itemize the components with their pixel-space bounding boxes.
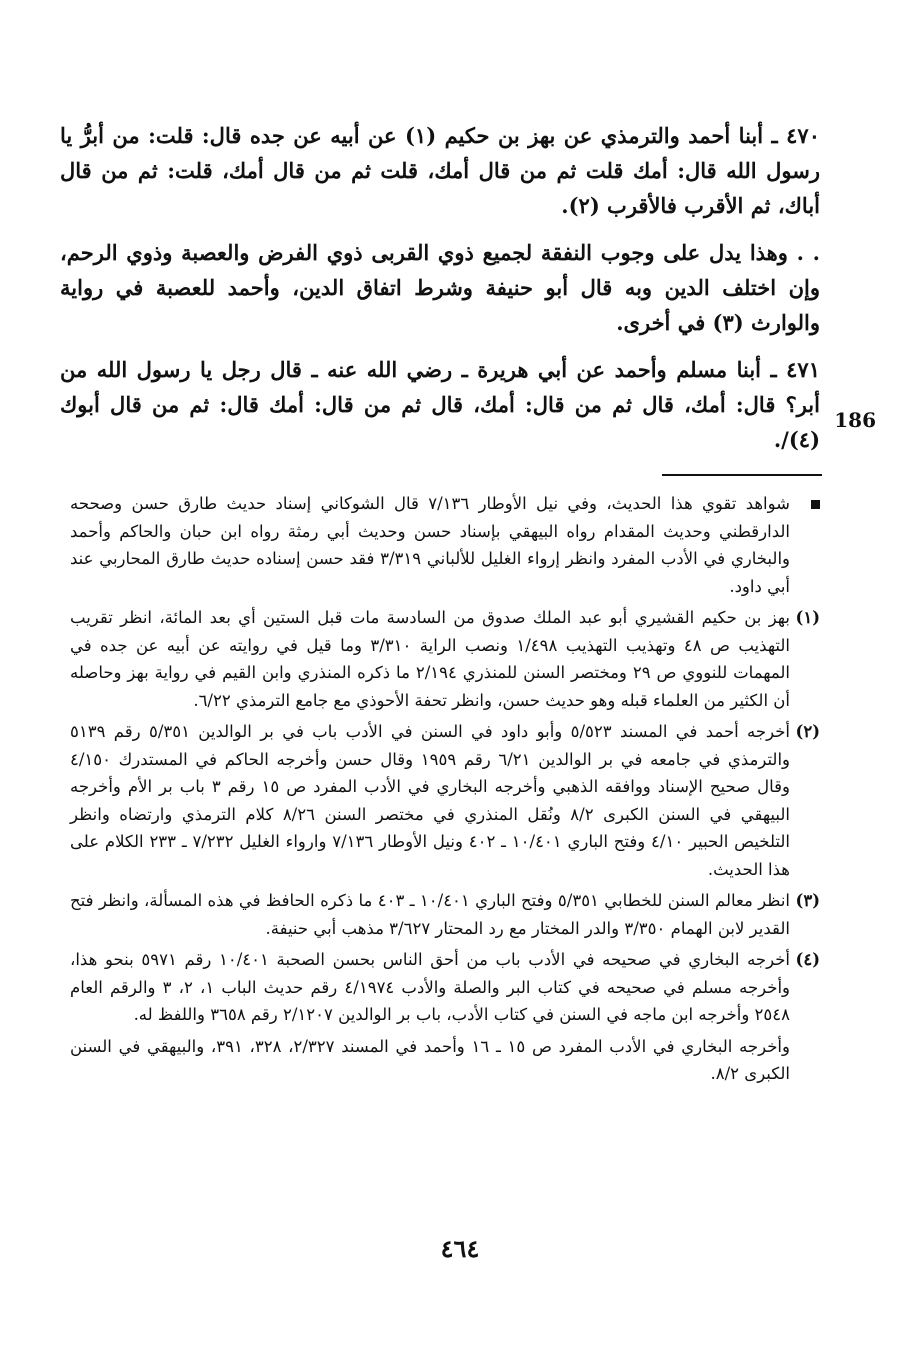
page-number: ٤٦٤ [440,1234,480,1263]
footnote-marker: (١) [795,608,820,627]
footnote-4 [70,946,820,1029]
hadith-470: ٤٧٠ ـ أبنا أحمد والترمذي عن بهز بن حكيم (١) عن أبيه عن جده قال: قلت: من أبرُّ يا رسول الله قال: أمك قلت ثم من قال أمك، قلت ثم من قال أمك، قلت: ثم من قال أباك، ثم الأقرب فالأقرب (٢). [60,123,820,218]
main-text [60,118,820,469]
commentary-paragraph: . . وهذا يدل على وجوب النفقة لجميع ذوي القربى ذوي الفرض والعصبة وذوي الرحم، وإن اختلف الدين وبه قال أبو حنيفة وشرط اتفاق الدين، وأحمد للعصبة في رواية والوارث (٣) في أخرى. [60,240,820,335]
footnote-3 [70,887,820,942]
footnote-text: انظر معالم السنن للخطابي ٥/٣٥١ وفتح الباري ١٠/٤٠١ ـ ٤٠٣ ما ذكره الحافظ في هذه المسألة، وانظر فتح القدير لابن الهمام ٣/٣٥٠ والدر المختار مع رد المحتار ٣/٦٢٧ مذهب أبي حنيفة. [70,891,790,938]
footnote-marker: (٤) [795,950,820,969]
footnotes [70,490,820,1092]
footnote-separator [662,474,822,476]
footnote-text: شواهد تقوي هذا الحديث، وفي نيل الأوطار ٧/١٣٦ قال الشوكاني إسناد حديث طارق حسن وصححه الدارقطني وحديث المقدام رواه البيهقي بإسناد حسن وحديث أبي رمثة رواه ابن حبان والحاكم وأحمد والبخاري في الأدب المفرد وانظر إرواء الغليل للألباني ٣/٣١٩ فقد حسن إسناده حديث طارق المحاربي عند أبي داود. [70,494,790,596]
footnote-1 [70,604,820,714]
hadith-471: ٤٧١ ـ أبنا مسلم وأحمد عن أبي هريرة ـ رضي الله عنه ـ قال رجل يا رسول الله من أبر؟ قال: أمك، قال ثم من قال: أمك، قال ثم من قال: أمك قال: ثم من قال أبوك (٤)/. [60,357,820,452]
footnote-star [70,490,820,600]
footnote-text: أخرجه البخاري في صحيحه في الأدب باب من أحق الناس بحسن الصحبة ١٠/٤٠١ رقم ٥٩٧١ بنحو هذا، وأخرجه مسلم في صحيحه في كتاب البر والصلة والأدب ٤/١٩٧٤ رقم حديث الباب ١، ٢، ٣ والرقم العام ٢٥٤٨ وأخرجه ابن ماجه في السنن في كتاب الأدب، باب بر الوالدين ٢/١٢٠٧ رقم ٣٦٥٨ واللفظ له. [70,950,791,1024]
margin-folio-number: 186 [834,408,876,432]
footnote-text: وأخرجه البخاري في الأدب المفرد ص ١٥ ـ ١٦ وأحمد في المسند ٢/٣٢٧، ٣٢٨، ٣٩١، والبيهقي في السنن الكبرى ٨/٢. [70,1036,790,1083]
footnote-2 [70,718,820,883]
footnote-marker: (٢) [795,722,820,741]
footnote-text: أخرجه أحمد في المسند ٥/٥٢٣ وأبو داود في السنن في الأدب باب في بر الوالدين ٥/٣٥١ رقم ٥١٣٩ والترمذي في جامعه في بر الوالدين ٦/٢١ رقم ١٩٥٩ وقال حسن وأخرجه الحاكم في المستدرك ٤/١٥٠ وقال صحيح الإسناد ووافقه الذهبي وأخرجه البخاري في الأدب المفرد ص ١٥ رقم ٣ باب بر الأم وأخرجه البيهقي في السنن الكبرى ٨/٢ ونُقل المنذري في مختصر السنن ٨/٢٦ كلام الترمذي وارتضاه وانظر التلخيص الحبير ٤/١٠ وفتح الباري ١٠/٤٠١ ـ ٤٠٢ ونيل الأوطار ٧/١٣٦ وارواء الغليل ٧/٢٣٢ ـ ٢٣٣ الكلام على هذا الحديث. [70,722,791,879]
footnote-marker-square-icon [790,490,820,600]
footnote-text: بهز بن حكيم القشيري أبو عبد الملك صدوق من السادسة مات قبل الستين أي بعد المائة، انظر تقريب التهذيب ص ٤٨ وتهذيب التهذيب ١/٤٩٨ ونصب الراية ٣/٣١٠ وما قيل في روايته عن أبيه عن جده في المهمات للنووي ص ٢٩ ومختصر السنن للمنذري ٢/١٩٤ ما ذكره المنذري وابن القيم في رواية بهز وحاصله أن الكثير من العلماء قبله وهو حديث حسن، وانظر تحفة الأحوذي مع جامع الترمذي ٦/٢٢. [70,608,791,710]
footnote-4-continuation [70,1033,820,1088]
footnote-marker: (٣) [795,891,820,910]
